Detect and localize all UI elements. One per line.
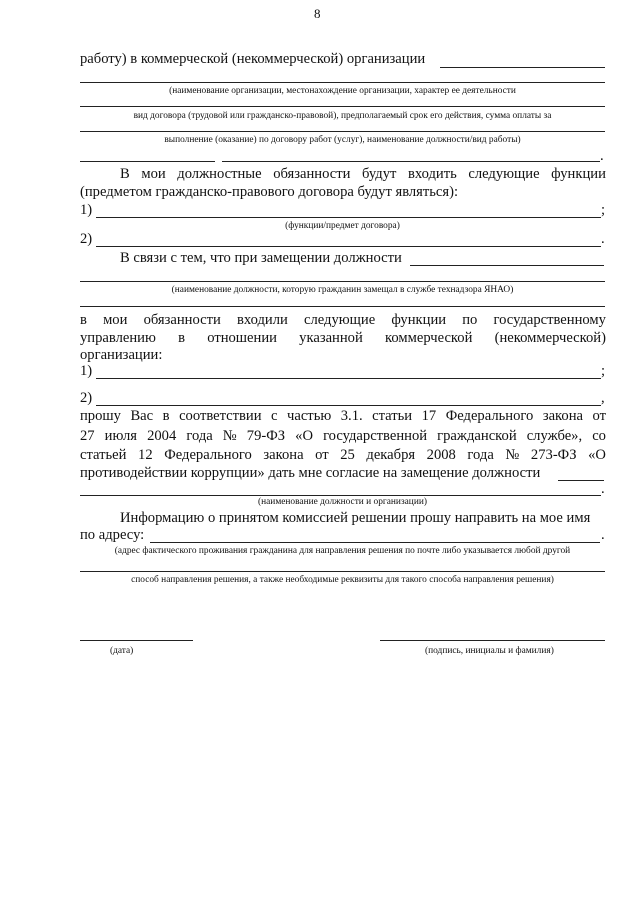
- word: статьей: [80, 447, 127, 463]
- functions-caption: (функции/предмет договора): [285, 221, 400, 231]
- decision-paragraph-line1: Информацию о принятом комиссией решении прошу направить на мое имя: [120, 510, 591, 526]
- functions-paragraph-line1: [80, 312, 606, 329]
- dot: .: [600, 148, 604, 164]
- decision-paragraph-line2: по адресу:: [80, 527, 145, 543]
- position-intro-text: В связи с тем, что при замещении должности: [120, 250, 402, 266]
- position-line-2: [80, 281, 605, 282]
- request-paragraph-line1: [80, 408, 606, 425]
- word: В: [120, 166, 130, 182]
- position-line: [410, 265, 604, 266]
- work-caption: выполнение (оказание) по договору работ (услуг), наименование должности/вид работы): [164, 135, 521, 145]
- word: 2004: [147, 428, 177, 444]
- word: службе»,: [526, 428, 583, 444]
- signature-line: [380, 640, 605, 641]
- word: со: [592, 428, 606, 444]
- word: входить: [408, 166, 457, 182]
- word: входили: [236, 312, 288, 328]
- word: 12: [138, 447, 153, 463]
- comma: ,: [601, 390, 605, 406]
- word: государственному: [493, 312, 606, 328]
- method-line: [80, 571, 605, 572]
- word: №: [505, 447, 520, 463]
- word: указанной: [299, 330, 363, 346]
- word: мои: [103, 312, 128, 328]
- word: 2008: [426, 447, 456, 463]
- word: отношении: [207, 330, 277, 346]
- request-paragraph-line2: [80, 428, 606, 445]
- word: с: [271, 408, 278, 424]
- duties-paragraph-line2: (предметом гражданско-правового договора будут являться):: [80, 184, 459, 200]
- contract-caption: вид договора (трудовой или гражданско-правовой), предполагаемый срок его действия, сумма оплаты за: [133, 111, 552, 121]
- word: государственной: [323, 428, 428, 444]
- word: закона: [542, 408, 583, 424]
- word: года: [467, 447, 494, 463]
- work-line: [80, 131, 605, 132]
- word: в: [178, 330, 185, 346]
- consent-line: [80, 495, 601, 496]
- functions-paragraph-line2: [80, 330, 606, 347]
- request-paragraph-line4: противодействии коррупции» дать мне согласие на замещение должности: [80, 465, 541, 481]
- word: Вас: [130, 408, 154, 424]
- date-line: [80, 640, 193, 641]
- word: (некоммерческой): [494, 330, 606, 346]
- work-line-right: [222, 161, 600, 162]
- word: статьи: [372, 408, 413, 424]
- item-1-line: [96, 217, 601, 218]
- word: обязанности: [143, 312, 221, 328]
- word: функции: [391, 312, 447, 328]
- contract-line: [80, 106, 605, 107]
- word: 27: [80, 428, 95, 444]
- organization-line-2: [80, 82, 605, 83]
- word: функции: [551, 166, 606, 182]
- word: 3.1.: [340, 408, 363, 424]
- dot: .: [601, 527, 605, 543]
- word: должностные: [177, 166, 262, 182]
- word: декабря: [366, 447, 416, 463]
- word: Федерального: [445, 408, 534, 424]
- item-2-line: [96, 246, 601, 247]
- word: по: [462, 312, 478, 328]
- organization-line: [440, 67, 605, 68]
- work-line-left: [80, 161, 215, 162]
- word: прошу: [80, 408, 121, 424]
- item-2-number: 2): [80, 390, 93, 406]
- organization-intro-text: работу) в коммерческой (некоммерческой) организации: [80, 51, 426, 67]
- word: июля: [104, 428, 138, 444]
- signature-caption: (подпись, инициалы и фамилия): [425, 646, 554, 656]
- word: следующие: [303, 312, 376, 328]
- word: «О: [295, 428, 313, 444]
- organization-caption: (наименование организации, местонахождение организации, характер ее деятельности: [169, 86, 516, 96]
- semicolon: ;: [601, 363, 606, 379]
- word: обязанности: [273, 166, 351, 182]
- item-1-number: 1): [80, 363, 93, 379]
- gov-item-1-line: [96, 378, 601, 379]
- position-line-3: [80, 306, 605, 307]
- item-2-number: 2): [80, 231, 93, 247]
- dot: .: [601, 231, 605, 247]
- word: «О: [588, 447, 606, 463]
- word: в: [162, 408, 170, 424]
- word: в: [80, 312, 87, 328]
- word: Федерального: [164, 447, 252, 463]
- word: частью: [287, 408, 332, 424]
- word: следующие: [468, 166, 540, 182]
- word: года: [186, 428, 213, 444]
- word: гражданской: [437, 428, 517, 444]
- semicolon: ;: [601, 202, 606, 218]
- method-caption: способ направления решения, а также необходимые реквизиты для такого способа направления решения): [131, 575, 554, 585]
- word: 79-ФЗ: [246, 428, 286, 444]
- word: мои: [141, 166, 166, 182]
- word: управлению: [80, 330, 156, 346]
- dot: .: [601, 481, 605, 497]
- request-paragraph-line3: [80, 447, 606, 464]
- gov-item-2-line: [96, 405, 601, 406]
- functions-paragraph-line3: организации:: [80, 347, 163, 363]
- word: от: [592, 408, 606, 424]
- address-caption: (адрес фактического проживания гражданина для направления решения по почте либо указывается любой другой: [114, 546, 571, 556]
- word: от: [315, 447, 329, 463]
- date-caption: (дата): [110, 646, 134, 656]
- word: 273-ФЗ: [530, 447, 577, 463]
- position-caption: (наименование должности, которую гражданин замещал в службе технадзора ЯНАО): [171, 285, 514, 295]
- item-1-number: 1): [80, 202, 93, 218]
- word: коммерческой: [385, 330, 473, 346]
- word: закона: [263, 447, 304, 463]
- word: соответствии: [179, 408, 262, 424]
- duties-paragraph-line1: [120, 166, 606, 183]
- word: будут: [362, 166, 397, 182]
- address-line: [150, 542, 600, 543]
- word: 25: [340, 447, 355, 463]
- word: №: [222, 428, 237, 444]
- consent-caption: (наименование должности и организации): [258, 497, 427, 507]
- page-number: 8: [314, 6, 321, 21]
- consent-position-line: [558, 480, 604, 481]
- word: 17: [421, 408, 437, 424]
